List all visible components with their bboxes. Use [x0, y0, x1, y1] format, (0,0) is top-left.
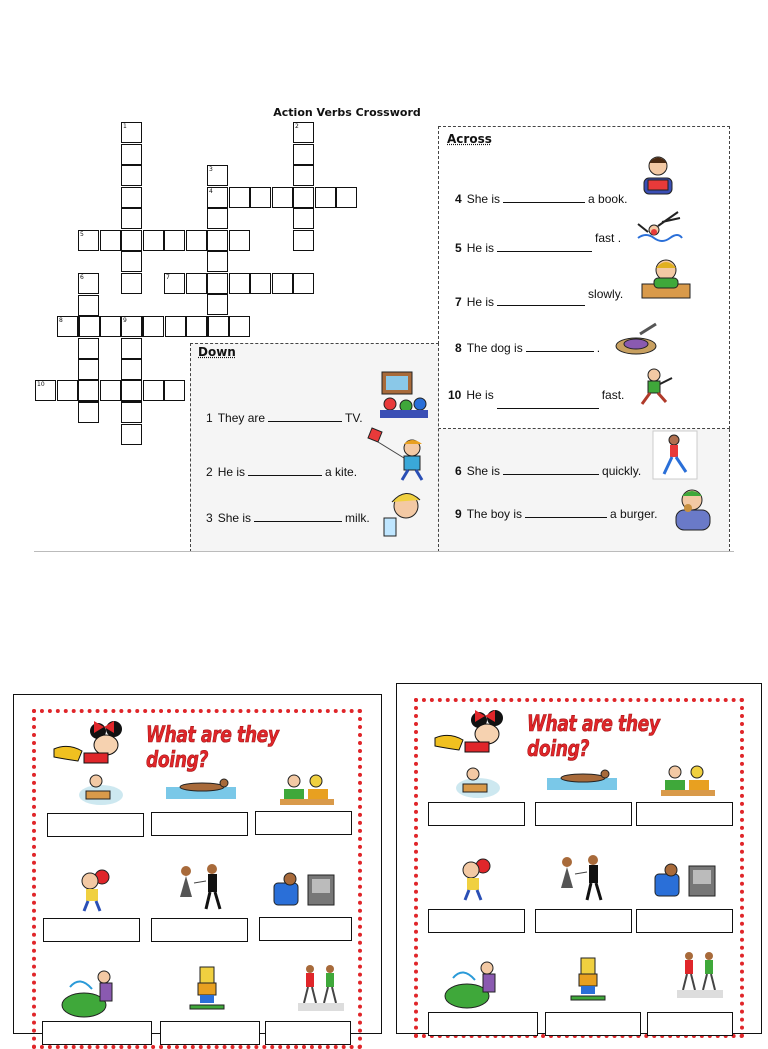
answer-blank[interactable] — [268, 411, 342, 422]
swimmer-icon — [632, 204, 684, 248]
crossword-cell[interactable] — [121, 402, 142, 423]
answer-blank[interactable] — [254, 511, 342, 522]
crossword-cell[interactable] — [143, 380, 164, 401]
boy-reading-icon — [453, 764, 503, 800]
woman-running-icon — [652, 430, 698, 480]
worksheet-title: What are they doing? — [527, 712, 660, 762]
answer-blank[interactable] — [497, 295, 585, 306]
minnie-mouse-icon — [48, 717, 128, 765]
clue-number: 9 — [123, 317, 127, 324]
crossword-cell[interactable] — [143, 230, 164, 251]
boy-eating-icon — [668, 486, 718, 532]
crossword-cell[interactable] — [229, 187, 250, 208]
crossword-cell[interactable] — [293, 230, 314, 251]
man-washing-car-icon — [60, 965, 124, 1021]
crossword-cell[interactable] — [207, 251, 228, 272]
crossword-cell[interactable] — [78, 338, 99, 359]
answer-blank[interactable] — [503, 192, 585, 203]
clue-down-2: 2 He is a kite. — [206, 465, 358, 479]
boy-reading-icon — [76, 771, 126, 807]
crossword-cell[interactable] — [100, 316, 121, 337]
crossword-cell[interactable] — [78, 402, 99, 423]
crossword-cell[interactable] — [186, 273, 207, 294]
clue-across-9: 9 The boy is a burger. — [455, 507, 658, 521]
crossword-cell[interactable] — [121, 187, 142, 208]
swimmer-icon — [547, 766, 617, 792]
crossword-cell[interactable] — [121, 273, 142, 294]
bart-skateboarding-icon — [186, 965, 230, 1015]
crossword-cell[interactable] — [336, 187, 357, 208]
crossword-cell[interactable] — [293, 208, 314, 229]
crossword-cell[interactable] — [164, 380, 185, 401]
kids-studying-icon — [278, 773, 336, 807]
across-heading: Across — [447, 132, 492, 146]
answer-box[interactable] — [151, 812, 248, 836]
crossword-cell[interactable] — [208, 316, 229, 337]
boy-flying-kite-icon — [364, 424, 432, 482]
crossword-cell[interactable] — [186, 230, 207, 251]
answer-box[interactable] — [160, 1021, 260, 1045]
clue-number: 8 — [59, 317, 63, 324]
answer-box[interactable] — [43, 918, 140, 942]
crossword-cell[interactable] — [229, 316, 250, 337]
worksheet-title: What are they doing? — [146, 723, 279, 773]
people-jogging-icon — [296, 963, 346, 1013]
answer-box[interactable] — [636, 909, 733, 933]
girl-drinking-milk-icon — [378, 488, 426, 542]
clue-number: 2 — [295, 123, 299, 130]
crossword-cell[interactable] — [293, 187, 314, 208]
boy-eating-apple-icon — [453, 856, 499, 902]
crossword-cell[interactable] — [121, 359, 142, 380]
clue-number: 6 — [80, 274, 84, 281]
clue-number: 7 — [166, 274, 170, 281]
crossword-cell[interactable] — [207, 294, 228, 315]
people-jogging-icon — [675, 950, 725, 1000]
man-running-icon — [634, 366, 680, 408]
crossword-cell[interactable] — [229, 273, 250, 294]
crossword-cell[interactable] — [186, 316, 207, 337]
clue-number: 3 — [209, 166, 213, 173]
bart-skateboarding-icon — [567, 956, 611, 1006]
swimmer-icon — [166, 775, 236, 801]
boy-writing-icon — [638, 254, 694, 302]
answer-box[interactable] — [636, 802, 733, 826]
crossword-cell[interactable] — [78, 359, 99, 380]
boy-eating-apple-icon — [72, 867, 118, 913]
crossword-cell[interactable] — [207, 208, 228, 229]
clue-across-5: 5 He isfast . — [455, 231, 622, 255]
dog-sleeping-icon — [610, 320, 660, 358]
answer-blank[interactable] — [497, 398, 599, 409]
crossword-cell[interactable] — [79, 316, 100, 337]
crossword-cell[interactable] — [272, 187, 293, 208]
kids-studying-icon — [659, 764, 717, 798]
clue-across-8: 8 The dog is . — [455, 341, 601, 355]
crossword-cell[interactable] — [78, 295, 99, 316]
answer-blank[interactable] — [497, 241, 592, 252]
crossword-cell[interactable] — [121, 424, 142, 445]
answer-box[interactable] — [545, 1012, 641, 1036]
man-washing-car-icon — [443, 956, 507, 1012]
crossword-cell[interactable] — [121, 165, 142, 186]
crossword-cell[interactable] — [164, 230, 185, 251]
answer-box[interactable] — [428, 909, 525, 933]
clue-number: 4 — [209, 188, 213, 195]
answer-box[interactable] — [47, 813, 144, 837]
clue-number: 10 — [37, 381, 45, 388]
crossword-cell[interactable] — [100, 380, 121, 401]
crossword-cell[interactable] — [121, 144, 142, 165]
answer-box[interactable] — [428, 802, 525, 826]
clue-number: 1 — [123, 123, 127, 130]
crossword-cell[interactable] — [293, 144, 314, 165]
clue-down-1: 1 They are TV. — [206, 411, 363, 425]
down-heading: Down — [198, 345, 236, 359]
answer-box[interactable] — [647, 1012, 733, 1036]
answer-blank[interactable] — [525, 507, 607, 518]
crossword-cell[interactable] — [250, 187, 271, 208]
answer-box[interactable] — [428, 1012, 538, 1036]
answer-blank[interactable] — [503, 464, 599, 475]
crossword-cell[interactable] — [250, 273, 271, 294]
answer-box[interactable] — [265, 1021, 351, 1045]
answer-box[interactable] — [151, 918, 248, 942]
answer-blank[interactable] — [248, 465, 322, 476]
crossword-cell[interactable] — [121, 338, 142, 359]
answer-box[interactable] — [535, 802, 632, 826]
couple-dancing-icon — [170, 863, 230, 913]
crossword-cell[interactable] — [272, 273, 293, 294]
minnie-mouse-icon — [429, 706, 509, 754]
boy-watching-tv-icon — [272, 871, 338, 909]
clue-number: 5 — [80, 231, 84, 238]
crossword-cell[interactable] — [100, 230, 121, 251]
crossword-cell[interactable] — [121, 208, 142, 229]
crossword-cell[interactable] — [121, 230, 142, 251]
clue-across-10: 10 He is fast. — [448, 388, 624, 402]
answer-box[interactable] — [255, 811, 352, 835]
crossword-cell[interactable] — [143, 316, 164, 337]
crossword-cell[interactable] — [293, 273, 314, 294]
clue-across-6: 6 She is quickly. — [455, 464, 642, 478]
family-watching-tv-icon — [376, 368, 432, 420]
answer-box[interactable] — [259, 917, 352, 941]
crossword-cell[interactable] — [57, 380, 78, 401]
crossword-cell[interactable] — [207, 230, 228, 251]
crossword-cell[interactable] — [78, 380, 99, 401]
boy-watching-tv-icon — [653, 862, 719, 900]
crossword-cell[interactable] — [165, 316, 186, 337]
worksheet-left — [13, 694, 382, 1034]
crossword-title: Action Verbs Crossword — [273, 106, 421, 119]
crossword-cell[interactable] — [315, 187, 336, 208]
clue-down-3: 3 She is milk. — [206, 511, 370, 525]
crossword-cell[interactable] — [293, 165, 314, 186]
worksheet-right — [396, 683, 762, 1034]
girl-reading-icon — [636, 152, 680, 196]
crossword-cell[interactable] — [121, 251, 142, 272]
couple-dancing-icon — [551, 854, 611, 904]
answer-box[interactable] — [42, 1021, 152, 1045]
crossword-cell[interactable] — [121, 380, 142, 401]
answer-blank[interactable] — [526, 341, 594, 352]
divider-line — [34, 551, 734, 552]
answer-box[interactable] — [535, 909, 632, 933]
crossword-cell[interactable] — [229, 230, 250, 251]
clue-across-4: 4 She is a book. — [455, 192, 628, 206]
crossword-cell[interactable] — [207, 273, 228, 294]
clue-across-7: 7 He isslowly. — [455, 287, 624, 309]
